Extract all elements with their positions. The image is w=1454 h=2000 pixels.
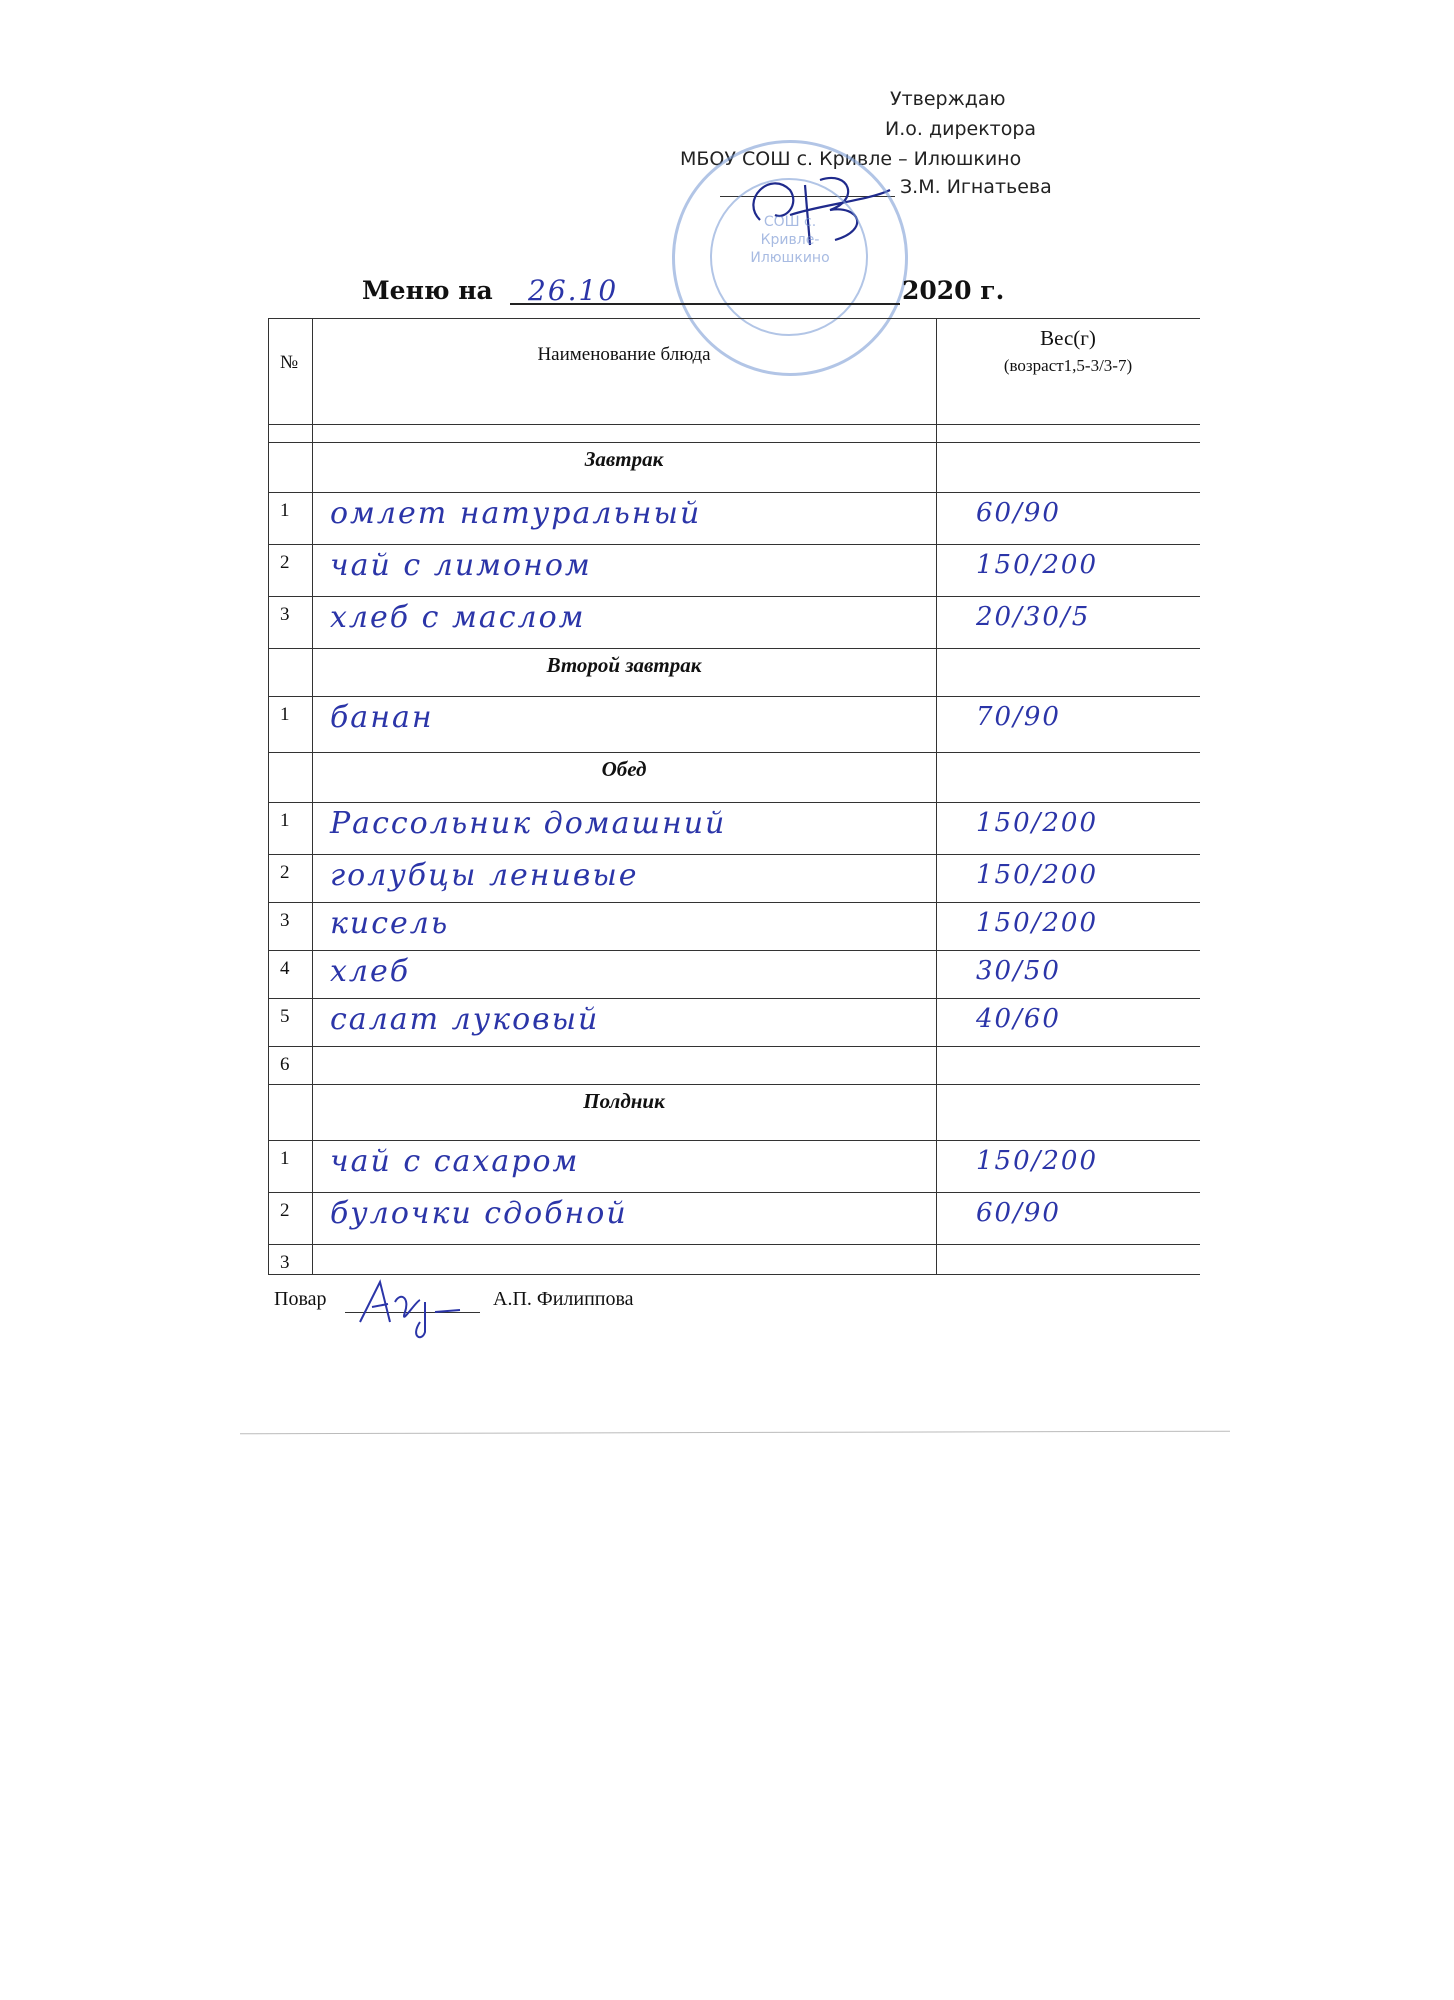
section-title: Обед [601, 757, 647, 781]
row-number: 2 [280, 552, 290, 573]
table-border [268, 752, 1200, 753]
dish-weight: 150/200 [976, 1146, 1099, 1176]
stamp-text: СОШ с. Кривле-Илюшкино [750, 214, 830, 266]
row-number: 3 [280, 910, 290, 931]
dish-name: голубцы ленивые [330, 858, 639, 893]
dish-weight: 150/200 [976, 550, 1099, 580]
section-title: Полдник [583, 1089, 665, 1113]
cook-signature [350, 1272, 470, 1342]
dish-weight: 150/200 [976, 908, 1099, 938]
dish-name: булочки сдобной [330, 1196, 628, 1231]
dish-name: салат луковый [330, 1002, 600, 1037]
table-border [268, 648, 1200, 649]
table-border [268, 1140, 1200, 1141]
dish-name: хлеб с маслом [330, 600, 586, 635]
header-dish-name: Наименование блюда [537, 344, 711, 365]
table-border [268, 902, 1200, 903]
section-title: Второй завтрак [546, 653, 702, 677]
divider [240, 1431, 1230, 1435]
row-number: 3 [280, 604, 290, 625]
header-weight: Вес(г) [1040, 326, 1096, 350]
title-date-handwritten: 26.10 [528, 274, 619, 307]
header-weight-subtitle: (возраст1,5-3/3-7) [1003, 356, 1133, 375]
row-number: 1 [280, 500, 290, 521]
row-number: 3 [280, 1252, 290, 1273]
table-border [268, 318, 269, 1274]
cook-name: А.П. Филиппова [493, 1288, 634, 1310]
dish-name: чай с сахаром [330, 1144, 580, 1179]
table-border [268, 596, 1200, 597]
table-border [268, 442, 1200, 443]
official-stamp [672, 140, 908, 376]
table-border [268, 1084, 1200, 1085]
dish-weight: 150/200 [976, 860, 1099, 890]
dish-weight: 70/90 [976, 702, 1061, 732]
title-suffix: 2020 г. [902, 276, 1005, 305]
approval-line-3: МБОУ СОШ с. Кривле – Илюшкино [680, 148, 1022, 170]
table-border [268, 544, 1200, 545]
dish-name: чай с лимоном [330, 548, 592, 583]
dish-weight: 40/60 [976, 1004, 1061, 1034]
dish-name: хлеб [330, 954, 411, 989]
approval-line-1: Утверждаю [890, 88, 1006, 110]
row-number: 1 [280, 810, 290, 831]
table-border [268, 424, 1200, 425]
table-border [268, 696, 1200, 697]
dish-weight: 60/90 [976, 1198, 1061, 1228]
table-border [268, 1192, 1200, 1193]
table-border [268, 1244, 1200, 1245]
dish-weight: 60/90 [976, 498, 1061, 528]
table-border [936, 318, 937, 1274]
table-border [268, 492, 1200, 493]
title-prefix: Меню на [362, 276, 493, 305]
approval-line-2: И.о. директора [885, 118, 1037, 140]
table-border [268, 950, 1200, 951]
dish-weight: 150/200 [976, 808, 1099, 838]
header-num: № [280, 352, 299, 373]
table-border [268, 318, 1200, 319]
row-number: 4 [280, 958, 290, 979]
row-number: 1 [280, 704, 290, 725]
row-number: 6 [280, 1054, 290, 1075]
row-number: 5 [280, 1006, 290, 1027]
dish-weight: 20/30/5 [976, 602, 1091, 632]
row-number: 1 [280, 1148, 290, 1169]
table-border [268, 1046, 1200, 1047]
row-number: 2 [280, 862, 290, 883]
approval-line-4: З.М. Игнатьева [900, 176, 1052, 198]
table-border [268, 998, 1200, 999]
dish-name: омлет натуральный [330, 496, 702, 531]
table-border [268, 854, 1200, 855]
dish-name: кисель [330, 906, 450, 941]
section-title: Завтрак [584, 447, 664, 471]
row-number: 2 [280, 1200, 290, 1221]
table-border [312, 318, 313, 1274]
dish-weight: 30/50 [976, 956, 1061, 986]
table-border [268, 802, 1200, 803]
dish-name: банан [330, 700, 434, 735]
dish-name: Рассольник домашний [330, 806, 727, 841]
cook-label: Повар [274, 1288, 327, 1310]
